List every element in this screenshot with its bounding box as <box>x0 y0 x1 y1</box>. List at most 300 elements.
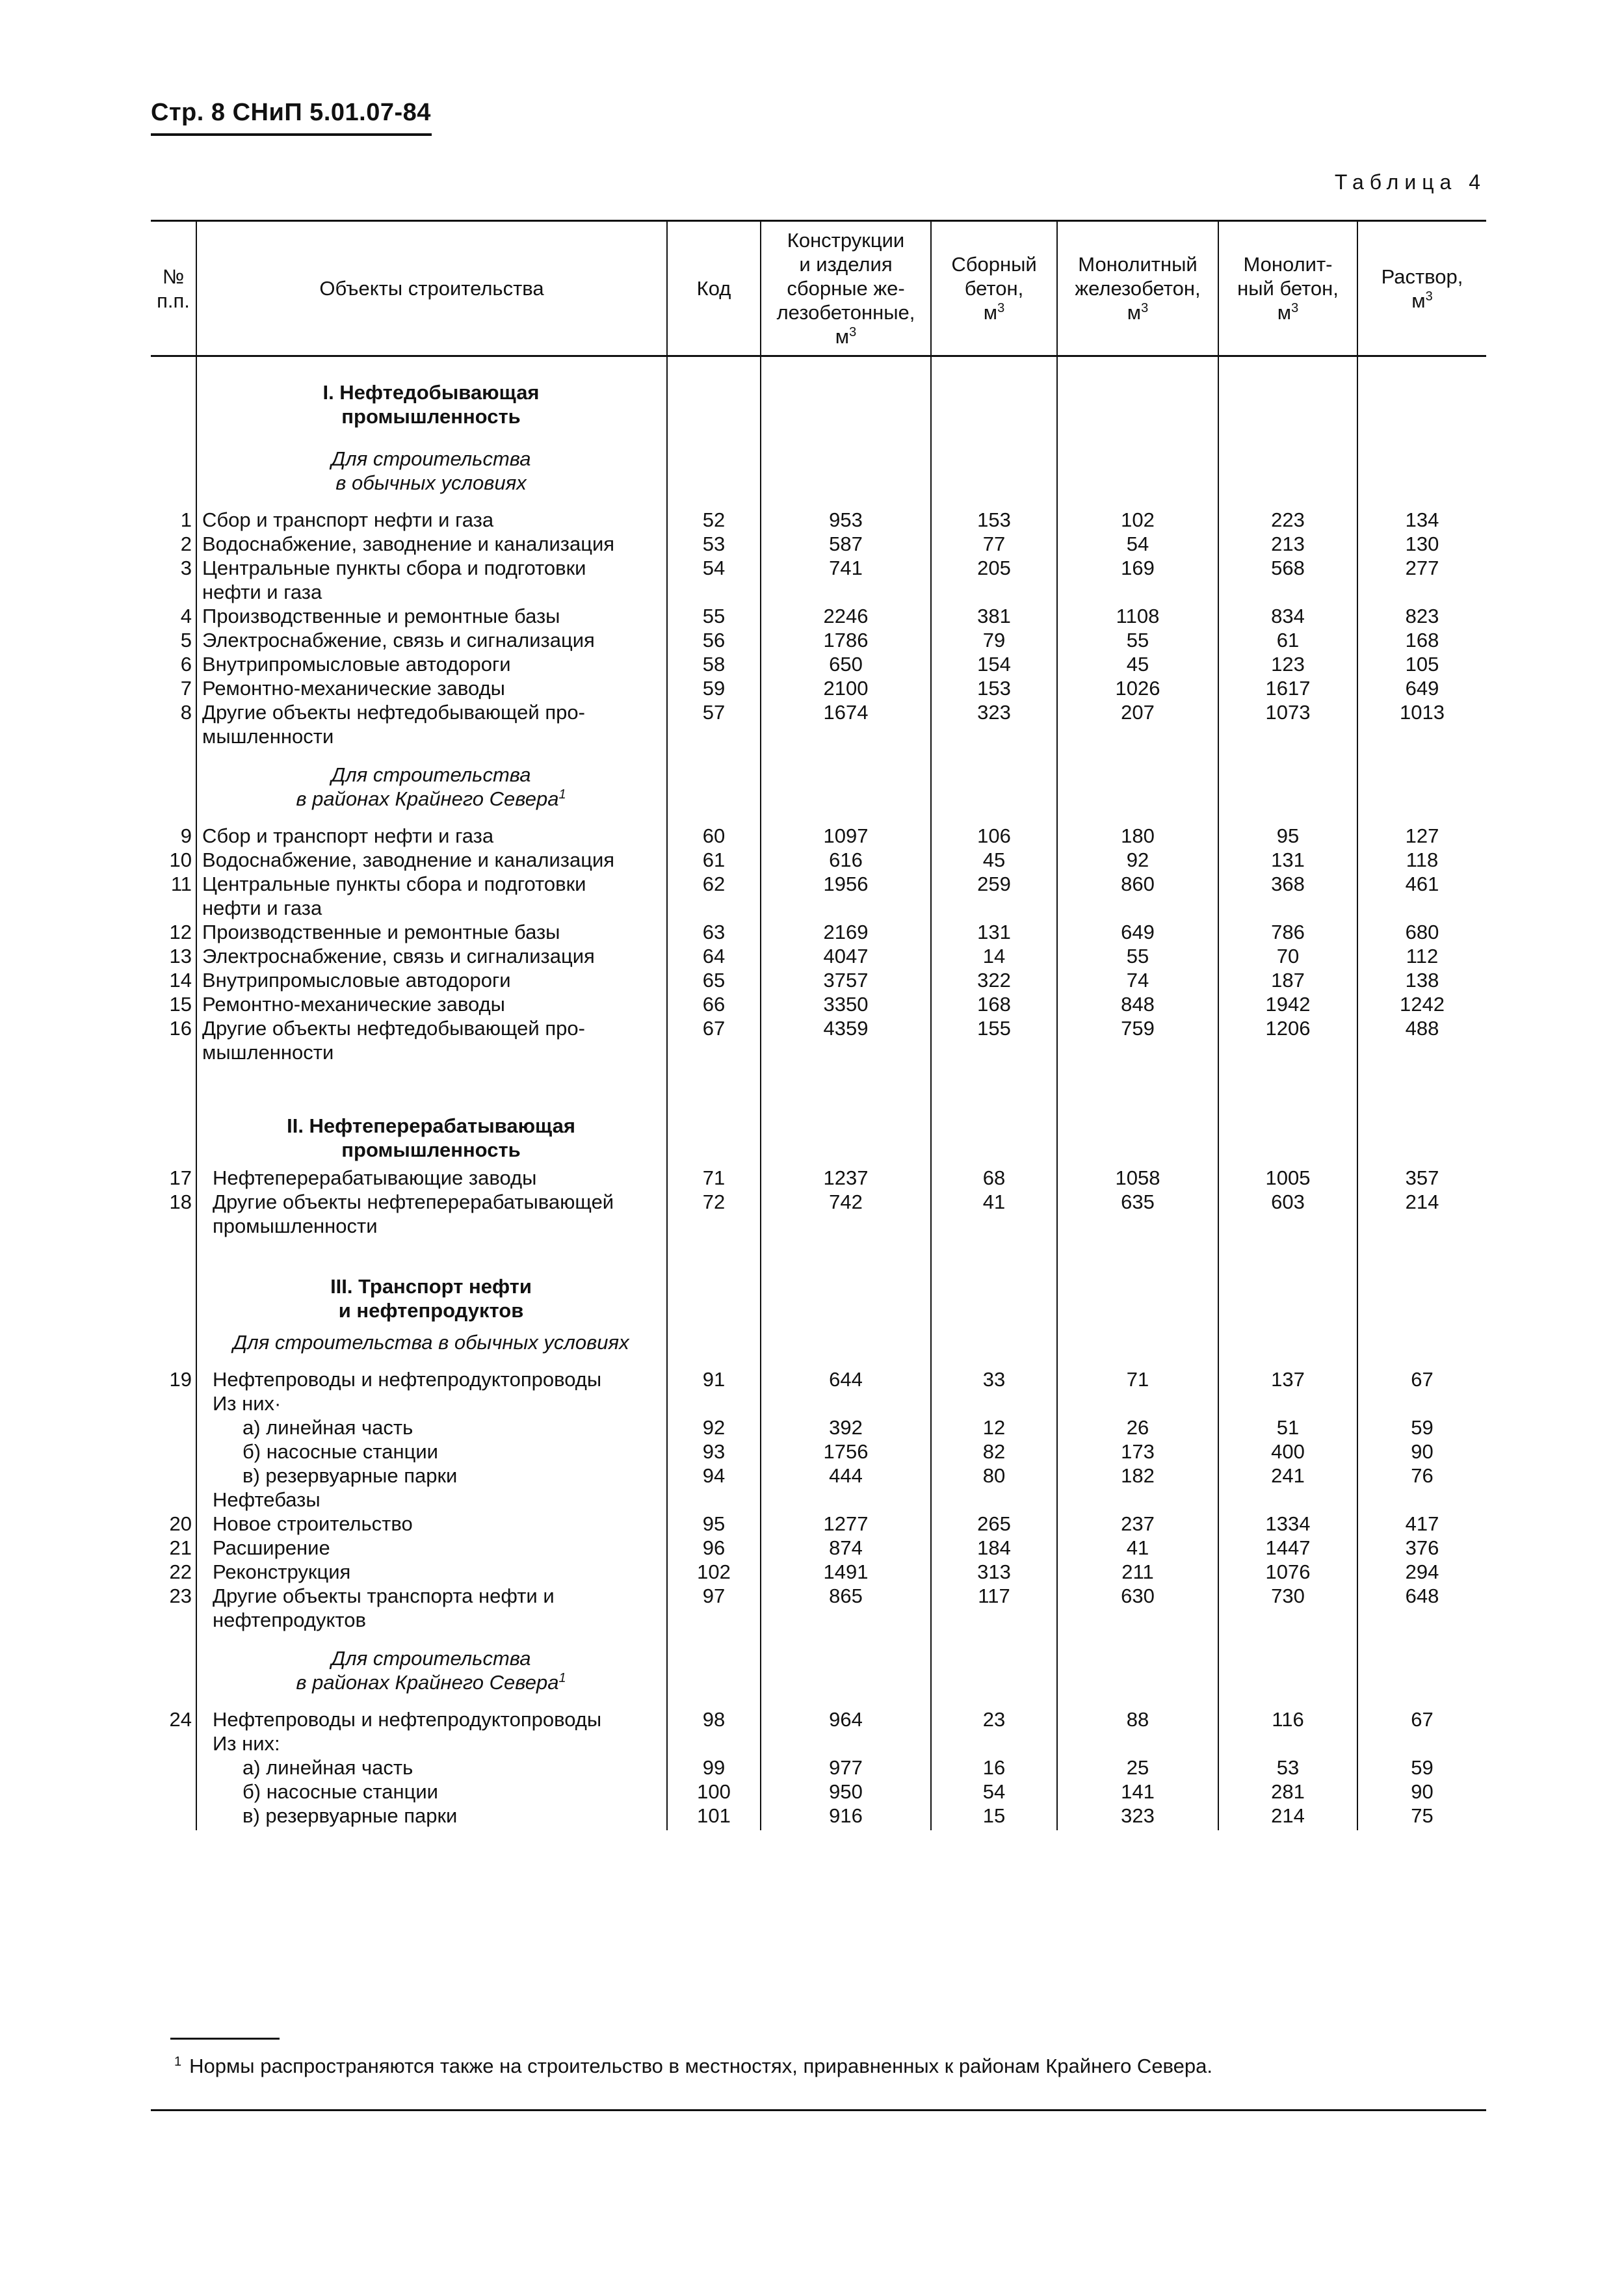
table-row <box>151 1016 1486 1064</box>
header-object: Объекты строительства <box>196 221 667 356</box>
subsection-heading: Для строительства в обычных условиях <box>151 432 1486 508</box>
row-object-line: Нефтепроводы и нефтепродуктопроводы <box>213 1708 602 1731</box>
cell-monzh: 55 <box>1057 628 1218 652</box>
row-object <box>196 1190 667 1238</box>
cell-monb: 137 <box>1218 1367 1357 1391</box>
row-number: 12 <box>169 921 192 943</box>
row-object <box>196 944 667 968</box>
cell-rastv: 417 <box>1357 1512 1486 1536</box>
section-heading: III. Транспорт нефти и нефтепродуктов <box>151 1238 1486 1326</box>
cell-sborn: 106 <box>931 824 1057 848</box>
cell-sborn: 168 <box>931 992 1057 1016</box>
table-row <box>151 1584 1486 1632</box>
cell-monzh: 92 <box>1057 848 1218 872</box>
cell-sborn: 154 <box>931 652 1057 676</box>
row-number: 3 <box>180 557 192 579</box>
table-row <box>151 604 1486 628</box>
cell-code: 98 <box>667 1707 761 1731</box>
row-object-line: Водоснабжение, заводнение и канализация <box>202 533 615 555</box>
cell-rastv: 112 <box>1357 944 1486 968</box>
cell-code: 97 <box>667 1584 761 1632</box>
table-body <box>151 356 1486 1831</box>
bottom-rule <box>151 2109 1486 2111</box>
cell-sborn: 79 <box>931 628 1057 652</box>
cell-rastv: 649 <box>1357 676 1486 700</box>
row-object <box>196 1804 667 1828</box>
row-object-line: Нефтепроводы и нефтепродуктопроводы <box>213 1368 602 1391</box>
cell-code: 54 <box>667 556 761 604</box>
row-number: 11 <box>170 873 192 895</box>
table-row <box>151 944 1486 968</box>
row-object-line: Другие объекты нефтедобывающей про- <box>202 701 585 724</box>
row-object-line: в) резервуарные парки <box>242 1464 458 1487</box>
cell-monb: 123 <box>1218 652 1357 676</box>
cell-rastv: 1013 <box>1357 700 1486 748</box>
table-row <box>151 1190 1486 1238</box>
cell-monb: 1073 <box>1218 700 1357 748</box>
cell-monb: 1942 <box>1218 992 1357 1016</box>
row-object <box>196 1780 667 1804</box>
row-object <box>196 824 667 848</box>
cell-monb: 1206 <box>1218 1016 1357 1064</box>
table-row <box>151 556 1486 604</box>
row-object-line: Нефтеперерабатывающие заводы <box>213 1166 537 1189</box>
cell-monzh: 848 <box>1057 992 1218 1016</box>
spacer-row <box>151 1828 1486 1830</box>
row-object-line-2: мышленности <box>202 1041 334 1064</box>
row-object <box>196 968 667 992</box>
cell-rastv: 134 <box>1357 508 1486 532</box>
table-row <box>151 676 1486 700</box>
row-object <box>196 872 667 920</box>
section-heading: II. Нефтеперерабатывающая промышленность <box>151 1090 1486 1166</box>
row-number: 13 <box>169 945 192 967</box>
cell-code: 92 <box>667 1415 761 1440</box>
row-object-line: Производственные и ремонтные базы <box>202 921 560 943</box>
cell-monzh: 323 <box>1057 1804 1218 1828</box>
footnote-text: Нормы распространяются также на строительство в местностях, приравненных к районам Крайнего Севера. <box>189 2055 1213 2077</box>
cell-konstr: 950 <box>761 1780 931 1804</box>
cell-monzh: 173 <box>1057 1440 1218 1464</box>
cell-konstr: 741 <box>761 556 931 604</box>
cell-konstr: 1756 <box>761 1440 931 1464</box>
cell-code: 65 <box>667 968 761 992</box>
cell-code: 100 <box>667 1780 761 1804</box>
cell-code: 55 <box>667 604 761 628</box>
cell-monb: 730 <box>1218 1584 1357 1632</box>
cell-konstr: 874 <box>761 1536 931 1560</box>
cell-konstr: 742 <box>761 1190 931 1238</box>
cell-konstr: 1674 <box>761 700 931 748</box>
cell-sborn: 77 <box>931 532 1057 556</box>
cell-sborn: 41 <box>931 1190 1057 1238</box>
cell-sborn: 45 <box>931 848 1057 872</box>
cell-code: 93 <box>667 1440 761 1464</box>
cell-monzh: 211 <box>1057 1560 1218 1584</box>
cell-rastv: 67 <box>1357 1707 1486 1731</box>
cell-code: 102 <box>667 1560 761 1584</box>
cell-sborn: 184 <box>931 1536 1057 1560</box>
row-number: 22 <box>169 1560 192 1583</box>
row-object <box>196 700 667 748</box>
row-object <box>196 1560 667 1584</box>
table-row <box>151 652 1486 676</box>
cell-code: 57 <box>667 700 761 748</box>
cell-rastv: 376 <box>1357 1536 1486 1560</box>
cell-sborn: 54 <box>931 1780 1057 1804</box>
cell-code: 58 <box>667 652 761 676</box>
row-number: 9 <box>180 824 192 847</box>
cell-code: 62 <box>667 872 761 920</box>
row-number: 5 <box>180 629 192 651</box>
cell-monzh: 141 <box>1057 1780 1218 1804</box>
row-object-line: Электроснабжение, связь и сигнализация <box>202 629 595 651</box>
cell-konstr: 3350 <box>761 992 931 1016</box>
cell-konstr: 953 <box>761 508 931 532</box>
row-object-line: Сбор и транспорт нефти и газа <box>202 824 494 847</box>
cell-monb: 786 <box>1218 920 1357 944</box>
cell-code: 91 <box>667 1367 761 1391</box>
row-object-line: Центральные пункты сбора и подготовки <box>202 873 586 895</box>
row-object-line: Внутрипромысловые автодороги <box>202 653 511 676</box>
cell-sborn: 259 <box>931 872 1057 920</box>
table-row <box>151 1560 1486 1584</box>
row-number: 16 <box>169 1017 192 1040</box>
cell-code: 60 <box>667 824 761 848</box>
cell-rastv: 214 <box>1357 1190 1486 1238</box>
cell-sborn: 205 <box>931 556 1057 604</box>
cell-monzh: 45 <box>1057 652 1218 676</box>
row-number: 20 <box>169 1512 192 1535</box>
cell-sborn: 33 <box>931 1367 1057 1391</box>
footnote-rule <box>170 2038 280 2040</box>
row-object-line: Центральные пункты сбора и подготовки <box>202 557 586 579</box>
cell-sborn: 153 <box>931 676 1057 700</box>
cell-rastv: 130 <box>1357 532 1486 556</box>
cell-monzh: 41 <box>1057 1536 1218 1560</box>
row-number <box>151 1780 196 1804</box>
row-object <box>196 676 667 700</box>
cell-code: 66 <box>667 992 761 1016</box>
header-rastv: Раствор, $м^3$ <box>1357 221 1486 356</box>
header-num: № п.п. <box>151 221 196 356</box>
table-row <box>151 1804 1486 1828</box>
cell-sborn: 323 <box>931 700 1057 748</box>
cell-monb: 131 <box>1218 848 1357 872</box>
cell-monb: 834 <box>1218 604 1357 628</box>
row-object <box>196 1415 667 1440</box>
cell-sborn: 12 <box>931 1415 1057 1440</box>
cell-monb: 223 <box>1218 508 1357 532</box>
cell-monzh: 54 <box>1057 532 1218 556</box>
row-object-line: б) насосные станции <box>242 1440 438 1463</box>
table-row <box>151 1440 1486 1464</box>
row-object <box>196 604 667 628</box>
row-number: 14 <box>169 969 192 992</box>
cell-code: 94 <box>667 1464 761 1488</box>
cell-rastv: 277 <box>1357 556 1486 604</box>
row-object-line: Расширение <box>213 1536 330 1559</box>
row-object-line-2: промышленности <box>213 1215 378 1237</box>
row-number: 15 <box>169 993 192 1016</box>
cell-konstr: 2169 <box>761 920 931 944</box>
row-object-line: Ремонтно-механические заводы <box>202 993 505 1016</box>
row-number <box>151 1440 196 1464</box>
cell-rastv: 680 <box>1357 920 1486 944</box>
row-object-line: Новое строительство <box>213 1512 413 1535</box>
cell-sborn: 82 <box>931 1440 1057 1464</box>
cell-monzh: 55 <box>1057 944 1218 968</box>
row-object <box>196 1016 667 1064</box>
row-number <box>151 1804 196 1828</box>
cell-monzh: 207 <box>1057 700 1218 748</box>
section-heading: I. Нефтедобывающая промышленность <box>151 356 1486 433</box>
label-row: Нефтебазы <box>151 1488 1486 1512</box>
cell-konstr: 1956 <box>761 872 931 920</box>
cell-monzh: 635 <box>1057 1190 1218 1238</box>
row-object <box>196 628 667 652</box>
cell-monb: 61 <box>1218 628 1357 652</box>
cell-monb: 70 <box>1218 944 1357 968</box>
cell-sborn: 68 <box>931 1166 1057 1190</box>
cell-rastv: 59 <box>1357 1755 1486 1780</box>
subsection-heading: Для строительства в обычных условиях <box>151 1326 1486 1367</box>
table-row <box>151 532 1486 556</box>
cell-sborn: 265 <box>931 1512 1057 1536</box>
table-row <box>151 824 1486 848</box>
table-row <box>151 508 1486 532</box>
cell-konstr: 1786 <box>761 628 931 652</box>
cell-konstr: 4359 <box>761 1016 931 1064</box>
cell-code: 99 <box>667 1755 761 1780</box>
row-number: 6 <box>180 653 192 676</box>
page-header: Стр. 8 СНиП 5.01.07-84 <box>151 99 431 126</box>
row-object <box>196 992 667 1016</box>
cell-rastv: 59 <box>1357 1415 1486 1440</box>
cell-sborn: 23 <box>931 1707 1057 1731</box>
row-object-line: Другие объекты нефтедобывающей про- <box>202 1017 585 1040</box>
cell-monb: 1005 <box>1218 1166 1357 1190</box>
cell-sborn: 117 <box>931 1584 1057 1632</box>
cell-rastv: 461 <box>1357 872 1486 920</box>
cell-code: 67 <box>667 1016 761 1064</box>
table-row <box>151 992 1486 1016</box>
row-number: 10 <box>169 848 192 871</box>
cell-konstr: 650 <box>761 652 931 676</box>
row-object-line: Производственные и ремонтные базы <box>202 605 560 627</box>
cell-konstr: 4047 <box>761 944 931 968</box>
subsection-heading: Для строительства в районах Крайнего Севера$^1$ <box>151 1632 1486 1707</box>
table-header-row <box>151 221 1486 356</box>
cell-rastv: 357 <box>1357 1166 1486 1190</box>
row-number: 17 <box>169 1166 192 1189</box>
cell-monb: 368 <box>1218 872 1357 920</box>
table-row <box>151 1780 1486 1804</box>
table-caption: Таблица 4 <box>1334 170 1486 194</box>
footnote-mark: 1 <box>174 2055 182 2069</box>
row-object-line: а) линейная часть <box>242 1416 413 1439</box>
cell-rastv: 648 <box>1357 1584 1486 1632</box>
cell-konstr: 1277 <box>761 1512 931 1536</box>
row-number: 1 <box>180 508 192 531</box>
table-row <box>151 1415 1486 1440</box>
cell-sborn: 16 <box>931 1755 1057 1780</box>
cell-konstr: 2100 <box>761 676 931 700</box>
cell-konstr: 865 <box>761 1584 931 1632</box>
row-number: 2 <box>180 533 192 555</box>
row-object-line-2: мышленности <box>202 725 334 748</box>
row-object <box>196 1512 667 1536</box>
row-object-line: Электроснабжение, связь и сигнализация <box>202 945 595 967</box>
row-object <box>196 1755 667 1780</box>
spacer-row <box>151 1064 1486 1090</box>
cell-rastv: 823 <box>1357 604 1486 628</box>
cell-rastv: 118 <box>1357 848 1486 872</box>
cell-code: 56 <box>667 628 761 652</box>
cell-rastv: 90 <box>1357 1780 1486 1804</box>
row-number: 19 <box>169 1368 192 1391</box>
row-object-line-2: нефти и газа <box>202 581 322 603</box>
cell-rastv: 75 <box>1357 1804 1486 1828</box>
cell-monb: 187 <box>1218 968 1357 992</box>
table-row <box>151 920 1486 944</box>
cell-rastv: 168 <box>1357 628 1486 652</box>
row-object <box>196 1707 667 1731</box>
cell-monb: 53 <box>1218 1755 1357 1780</box>
cell-konstr: 964 <box>761 1707 931 1731</box>
header-code: Код <box>667 221 761 356</box>
header-monzh: Монолитный железобетон, $м^3$ <box>1057 221 1218 356</box>
cell-monb: 281 <box>1218 1780 1357 1804</box>
table-row <box>151 628 1486 652</box>
row-number: 23 <box>169 1585 192 1607</box>
header-konstr: Конструкции и изделия сборные же- лезобетонные, $м^3$ <box>761 221 931 356</box>
row-object-line-2: нефтепродуктов <box>213 1609 366 1631</box>
cell-konstr: 2246 <box>761 604 931 628</box>
cell-monb: 1447 <box>1218 1536 1357 1560</box>
cell-konstr: 1097 <box>761 824 931 848</box>
table-row <box>151 1512 1486 1536</box>
cell-rastv: 90 <box>1357 1440 1486 1464</box>
cell-rastv: 67 <box>1357 1367 1486 1391</box>
table-row <box>151 1464 1486 1488</box>
cell-sborn: 131 <box>931 920 1057 944</box>
cell-monb: 1334 <box>1218 1512 1357 1536</box>
cell-rastv: 138 <box>1357 968 1486 992</box>
cell-monzh: 1026 <box>1057 676 1218 700</box>
header-monb: Монолит- ный бетон, $м^3$ <box>1218 221 1357 356</box>
row-object <box>196 1536 667 1560</box>
cell-sborn: 15 <box>931 1804 1057 1828</box>
header-rule <box>151 133 432 136</box>
cell-sborn: 14 <box>931 944 1057 968</box>
row-object-line: Другие объекты нефтеперерабатывающей <box>213 1190 614 1213</box>
cell-monb: 51 <box>1218 1415 1357 1440</box>
cell-monb: 213 <box>1218 532 1357 556</box>
cell-konstr: 3757 <box>761 968 931 992</box>
cell-code: 63 <box>667 920 761 944</box>
table-row <box>151 1367 1486 1391</box>
cell-monzh: 649 <box>1057 920 1218 944</box>
cell-monb: 214 <box>1218 1804 1357 1828</box>
data-table <box>151 220 1486 1830</box>
cell-sborn: 313 <box>931 1560 1057 1584</box>
cell-konstr: 444 <box>761 1464 931 1488</box>
cell-sborn: 322 <box>931 968 1057 992</box>
row-object <box>196 1464 667 1488</box>
cell-monzh: 25 <box>1057 1755 1218 1780</box>
cell-monzh: 182 <box>1057 1464 1218 1488</box>
row-number <box>151 1464 196 1488</box>
cell-rastv: 294 <box>1357 1560 1486 1584</box>
cell-monzh: 71 <box>1057 1367 1218 1391</box>
cell-konstr: 587 <box>761 532 931 556</box>
cell-sborn: 155 <box>931 1016 1057 1064</box>
cell-monb: 400 <box>1218 1440 1357 1464</box>
table-container <box>151 220 1486 1830</box>
cell-rastv: 105 <box>1357 652 1486 676</box>
cell-monzh: 88 <box>1057 1707 1218 1731</box>
cell-code: 59 <box>667 676 761 700</box>
row-number: 24 <box>169 1708 192 1731</box>
row-object-line: Внутрипромысловые автодороги <box>202 969 511 992</box>
cell-monzh: 630 <box>1057 1584 1218 1632</box>
row-object-line: Ремонтно-механические заводы <box>202 677 505 700</box>
cell-code: 71 <box>667 1166 761 1190</box>
row-object <box>196 532 667 556</box>
cell-code: 64 <box>667 944 761 968</box>
row-object-line: в) резервуарные парки <box>242 1804 458 1827</box>
cell-monzh: 169 <box>1057 556 1218 604</box>
label-row: Из них· <box>151 1391 1486 1415</box>
cell-monzh: 759 <box>1057 1016 1218 1064</box>
row-object <box>196 920 667 944</box>
cell-monzh: 860 <box>1057 872 1218 920</box>
cell-monzh: 1108 <box>1057 604 1218 628</box>
cell-rastv: 76 <box>1357 1464 1486 1488</box>
row-object-line: Реконструкция <box>213 1560 351 1583</box>
label-row: Из них: <box>151 1731 1486 1755</box>
row-number <box>151 1755 196 1780</box>
cell-rastv: 488 <box>1357 1016 1486 1064</box>
table-row <box>151 700 1486 748</box>
row-object-line: а) линейная часть <box>242 1756 413 1779</box>
footnote <box>174 2055 1212 2078</box>
cell-code: 96 <box>667 1536 761 1560</box>
cell-rastv: 127 <box>1357 824 1486 848</box>
cell-code: 95 <box>667 1512 761 1536</box>
cell-monb: 1076 <box>1218 1560 1357 1584</box>
cell-konstr: 616 <box>761 848 931 872</box>
cell-rastv: 1242 <box>1357 992 1486 1016</box>
cell-konstr: 644 <box>761 1367 931 1391</box>
cell-monb: 241 <box>1218 1464 1357 1488</box>
cell-konstr: 916 <box>761 1804 931 1828</box>
cell-monzh: 26 <box>1057 1415 1218 1440</box>
cell-monb: 95 <box>1218 824 1357 848</box>
cell-code: 53 <box>667 532 761 556</box>
cell-monb: 603 <box>1218 1190 1357 1238</box>
cell-monzh: 102 <box>1057 508 1218 532</box>
cell-sborn: 153 <box>931 508 1057 532</box>
row-object-line: Другие объекты транспорта нефти и <box>213 1585 555 1607</box>
row-number: 8 <box>180 701 192 724</box>
cell-konstr: 1237 <box>761 1166 931 1190</box>
table-row <box>151 968 1486 992</box>
row-object-line: б) насосные станции <box>242 1780 438 1803</box>
row-object <box>196 1584 667 1632</box>
row-number <box>151 1415 196 1440</box>
